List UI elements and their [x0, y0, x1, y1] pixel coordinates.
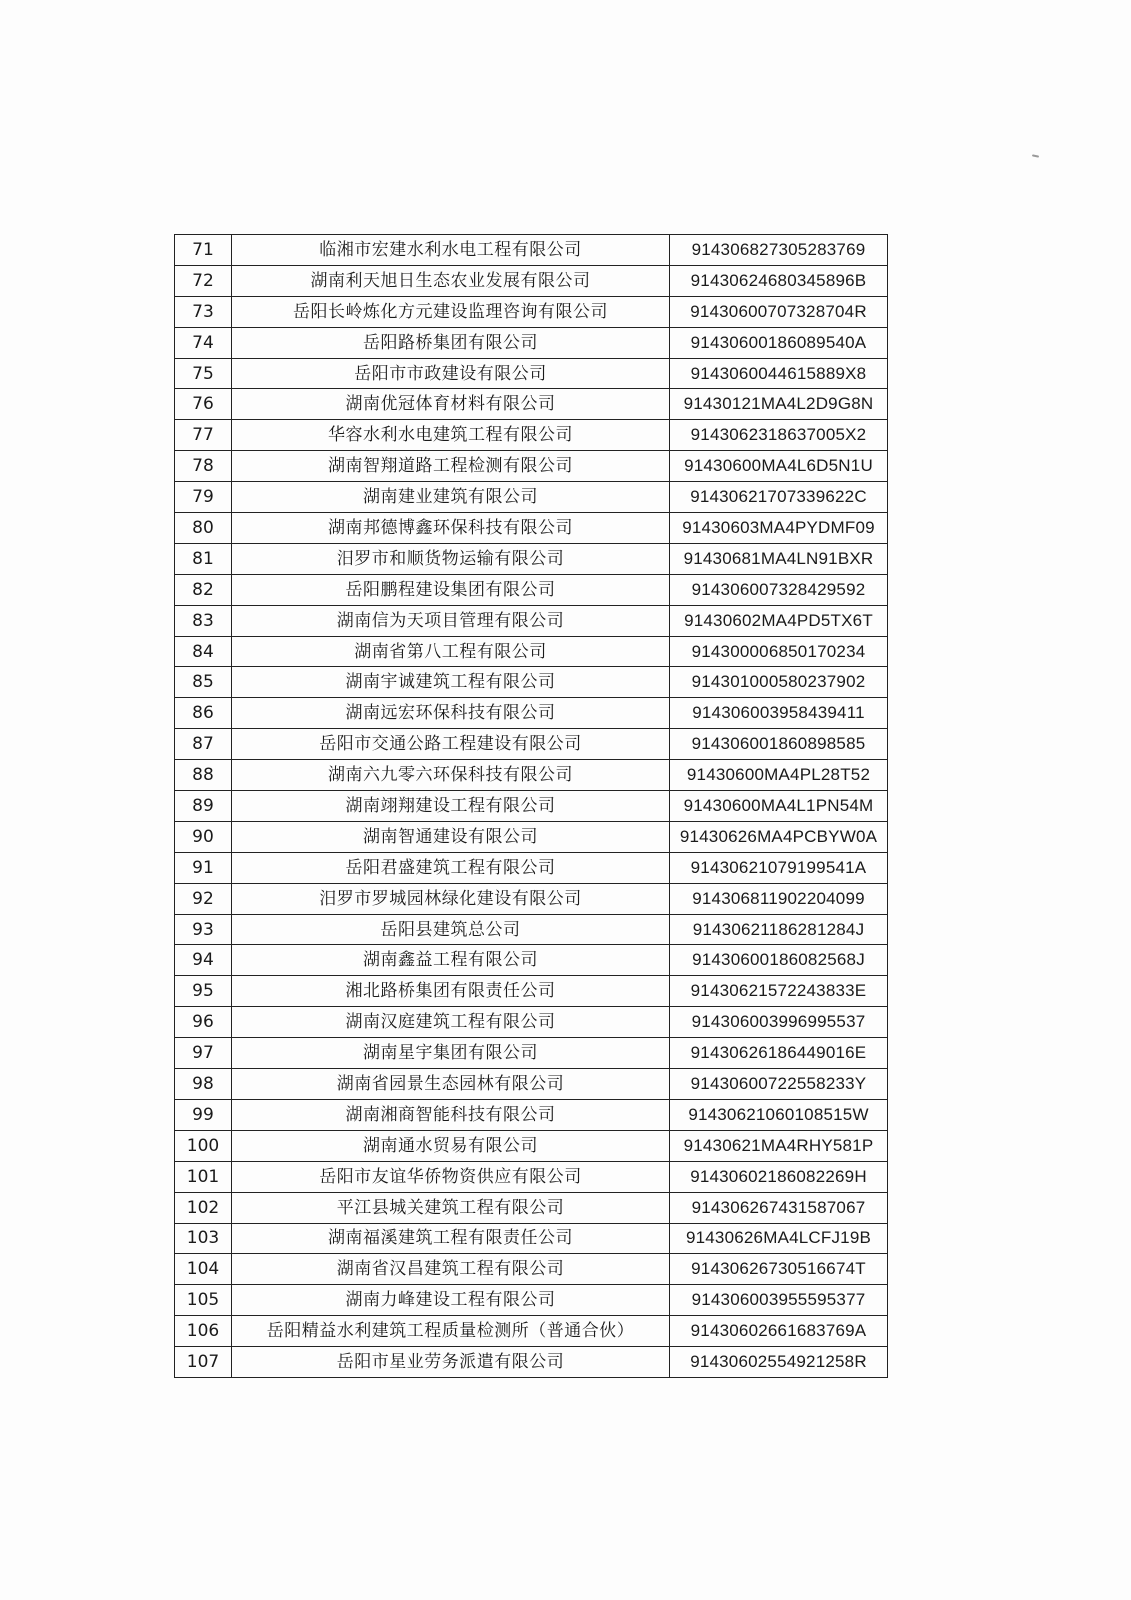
table-row — [175, 667, 888, 698]
credit-code: 914306267431587067 — [670, 1192, 888, 1223]
table-row — [175, 543, 888, 574]
credit-code: 91430681MA4LN91BXR — [670, 543, 888, 574]
row-number: 81 — [175, 543, 232, 574]
company-name: 湘北路桥集团有限责任公司 — [232, 976, 670, 1007]
table-row — [175, 760, 888, 791]
company-name: 岳阳市交通公路工程建设有限公司 — [232, 729, 670, 760]
table-row — [175, 883, 888, 914]
table-row — [175, 1223, 888, 1254]
table-row — [175, 976, 888, 1007]
row-number: 99 — [175, 1099, 232, 1130]
company-name: 湖南智通建设有限公司 — [232, 821, 670, 852]
row-number: 78 — [175, 451, 232, 482]
table-row — [175, 914, 888, 945]
company-name: 岳阳路桥集团有限公司 — [232, 327, 670, 358]
company-name: 湖南福溪建筑工程有限责任公司 — [232, 1223, 670, 1254]
table-row — [175, 420, 888, 451]
table-row — [175, 389, 888, 420]
row-number: 96 — [175, 1007, 232, 1038]
row-number: 86 — [175, 698, 232, 729]
company-name: 岳阳长岭炼化方元建设监理咨询有限公司 — [232, 296, 670, 327]
credit-code: 914306003996995537 — [670, 1007, 888, 1038]
company-name: 湖南力峰建设工程有限公司 — [232, 1285, 670, 1316]
credit-code: 91430621707339622C — [670, 482, 888, 513]
credit-code: 91430600MA4L1PN54M — [670, 791, 888, 822]
row-number: 77 — [175, 420, 232, 451]
company-name: 临湘市宏建水利水电工程有限公司 — [232, 235, 670, 266]
company-name: 湖南邦德博鑫环保科技有限公司 — [232, 513, 670, 544]
row-number: 71 — [175, 235, 232, 266]
credit-code: 91430602186082269H — [670, 1161, 888, 1192]
company-name: 岳阳市星业劳务派遣有限公司 — [232, 1347, 670, 1378]
credit-code: 91430621060108515W — [670, 1099, 888, 1130]
row-number: 91 — [175, 852, 232, 883]
table-row — [175, 1192, 888, 1223]
row-number: 103 — [175, 1223, 232, 1254]
credit-code: 91430600722558233Y — [670, 1069, 888, 1100]
table-row — [175, 1007, 888, 1038]
table-row — [175, 327, 888, 358]
row-number: 89 — [175, 791, 232, 822]
company-name: 岳阳精益水利建筑工程质量检测所（普通合伙） — [232, 1316, 670, 1347]
table-row — [175, 1285, 888, 1316]
credit-code: 91430621572243833E — [670, 976, 888, 1007]
row-number: 74 — [175, 327, 232, 358]
table-body — [175, 235, 888, 1378]
credit-code: 91430621MA4RHY581P — [670, 1130, 888, 1161]
table-row — [175, 698, 888, 729]
company-name: 汨罗市和顺货物运输有限公司 — [232, 543, 670, 574]
company-name: 华容水利水电建筑工程有限公司 — [232, 420, 670, 451]
row-number: 94 — [175, 945, 232, 976]
credit-code: 914306003955595377 — [670, 1285, 888, 1316]
table-row — [175, 821, 888, 852]
row-number: 107 — [175, 1347, 232, 1378]
table-row — [175, 574, 888, 605]
table-row — [175, 358, 888, 389]
credit-code: 914300006850170234 — [670, 636, 888, 667]
table-row — [175, 482, 888, 513]
company-name: 湖南汉庭建筑工程有限公司 — [232, 1007, 670, 1038]
credit-code: 91430621186281284J — [670, 914, 888, 945]
company-name: 湖南建业建筑有限公司 — [232, 482, 670, 513]
company-name: 湖南优冠体育材料有限公司 — [232, 389, 670, 420]
row-number: 100 — [175, 1130, 232, 1161]
table-row — [175, 1161, 888, 1192]
row-number: 87 — [175, 729, 232, 760]
table-row — [175, 513, 888, 544]
row-number: 106 — [175, 1316, 232, 1347]
row-number: 76 — [175, 389, 232, 420]
company-name: 湖南远宏环保科技有限公司 — [232, 698, 670, 729]
company-name: 湖南省汉昌建筑工程有限公司 — [232, 1254, 670, 1285]
table-row — [175, 1099, 888, 1130]
company-name: 湖南湘商智能科技有限公司 — [232, 1099, 670, 1130]
table-row — [175, 1130, 888, 1161]
credit-code: 914306001860898585 — [670, 729, 888, 760]
credit-code: 91430600186089540A — [670, 327, 888, 358]
credit-code: 91430600707328704R — [670, 296, 888, 327]
credit-code: 91430626MA4LCFJ19B — [670, 1223, 888, 1254]
company-name: 湖南宇诚建筑工程有限公司 — [232, 667, 670, 698]
table-row — [175, 1038, 888, 1069]
row-number: 95 — [175, 976, 232, 1007]
credit-code: 91430624680345896B — [670, 265, 888, 296]
company-name: 湖南通水贸易有限公司 — [232, 1130, 670, 1161]
company-name: 湖南利天旭日生态农业发展有限公司 — [232, 265, 670, 296]
row-number: 85 — [175, 667, 232, 698]
credit-code: 9143062318637005X2 — [670, 420, 888, 451]
credit-code: 91430602554921258R — [670, 1347, 888, 1378]
table-row — [175, 235, 888, 266]
table-row — [175, 852, 888, 883]
table-row — [175, 791, 888, 822]
scan-speck — [1032, 154, 1039, 157]
credit-code: 914306003958439411 — [670, 698, 888, 729]
credit-code: 91430626186449016E — [670, 1038, 888, 1069]
row-number: 83 — [175, 605, 232, 636]
company-name: 湖南鑫益工程有限公司 — [232, 945, 670, 976]
row-number: 92 — [175, 883, 232, 914]
row-number: 79 — [175, 482, 232, 513]
credit-code: 91430600186082568J — [670, 945, 888, 976]
row-number: 90 — [175, 821, 232, 852]
credit-code: 91430626MA4PCBYW0A — [670, 821, 888, 852]
credit-code: 914306007328429592 — [670, 574, 888, 605]
table-row — [175, 451, 888, 482]
company-name: 汨罗市罗城园林绿化建设有限公司 — [232, 883, 670, 914]
company-name: 岳阳鹏程建设集团有限公司 — [232, 574, 670, 605]
credit-code: 91430600MA4L6D5N1U — [670, 451, 888, 482]
company-name: 湖南信为天项目管理有限公司 — [232, 605, 670, 636]
row-number: 73 — [175, 296, 232, 327]
company-name: 平江县城关建筑工程有限公司 — [232, 1192, 670, 1223]
credit-code: 914301000580237902 — [670, 667, 888, 698]
row-number: 75 — [175, 358, 232, 389]
credit-code: 91430602661683769A — [670, 1316, 888, 1347]
company-name: 岳阳市友谊华侨物资供应有限公司 — [232, 1161, 670, 1192]
credit-code: 91430121MA4L2D9G8N — [670, 389, 888, 420]
credit-code: 91430626730516674T — [670, 1254, 888, 1285]
credit-code: 914306811902204099 — [670, 883, 888, 914]
company-name: 岳阳县建筑总公司 — [232, 914, 670, 945]
table-row — [175, 296, 888, 327]
company-name: 湖南省园景生态园林有限公司 — [232, 1069, 670, 1100]
row-number: 98 — [175, 1069, 232, 1100]
credit-code: 91430602MA4PD5TX6T — [670, 605, 888, 636]
company-name: 湖南六九零六环保科技有限公司 — [232, 760, 670, 791]
table-row — [175, 945, 888, 976]
row-number: 80 — [175, 513, 232, 544]
row-number: 93 — [175, 914, 232, 945]
credit-code: 9143060044615889X8 — [670, 358, 888, 389]
row-number: 72 — [175, 265, 232, 296]
row-number: 97 — [175, 1038, 232, 1069]
table-row — [175, 1316, 888, 1347]
table-row — [175, 1254, 888, 1285]
table-row — [175, 636, 888, 667]
table-row — [175, 1069, 888, 1100]
company-name: 湖南省第八工程有限公司 — [232, 636, 670, 667]
company-registry-table — [174, 234, 888, 1378]
table-row — [175, 1347, 888, 1378]
row-number: 102 — [175, 1192, 232, 1223]
row-number: 82 — [175, 574, 232, 605]
company-name: 湖南翊翔建设工程有限公司 — [232, 791, 670, 822]
table-row — [175, 265, 888, 296]
company-name: 湖南智翔道路工程检测有限公司 — [232, 451, 670, 482]
credit-code: 91430603MA4PYDMF09 — [670, 513, 888, 544]
company-name: 湖南星宇集团有限公司 — [232, 1038, 670, 1069]
company-name: 岳阳市市政建设有限公司 — [232, 358, 670, 389]
company-name: 岳阳君盛建筑工程有限公司 — [232, 852, 670, 883]
row-number: 105 — [175, 1285, 232, 1316]
table-row — [175, 605, 888, 636]
table-row — [175, 729, 888, 760]
row-number: 88 — [175, 760, 232, 791]
credit-code: 91430600MA4PL28T52 — [670, 760, 888, 791]
row-number: 84 — [175, 636, 232, 667]
credit-code: 91430621079199541A — [670, 852, 888, 883]
credit-code: 914306827305283769 — [670, 235, 888, 266]
row-number: 101 — [175, 1161, 232, 1192]
row-number: 104 — [175, 1254, 232, 1285]
